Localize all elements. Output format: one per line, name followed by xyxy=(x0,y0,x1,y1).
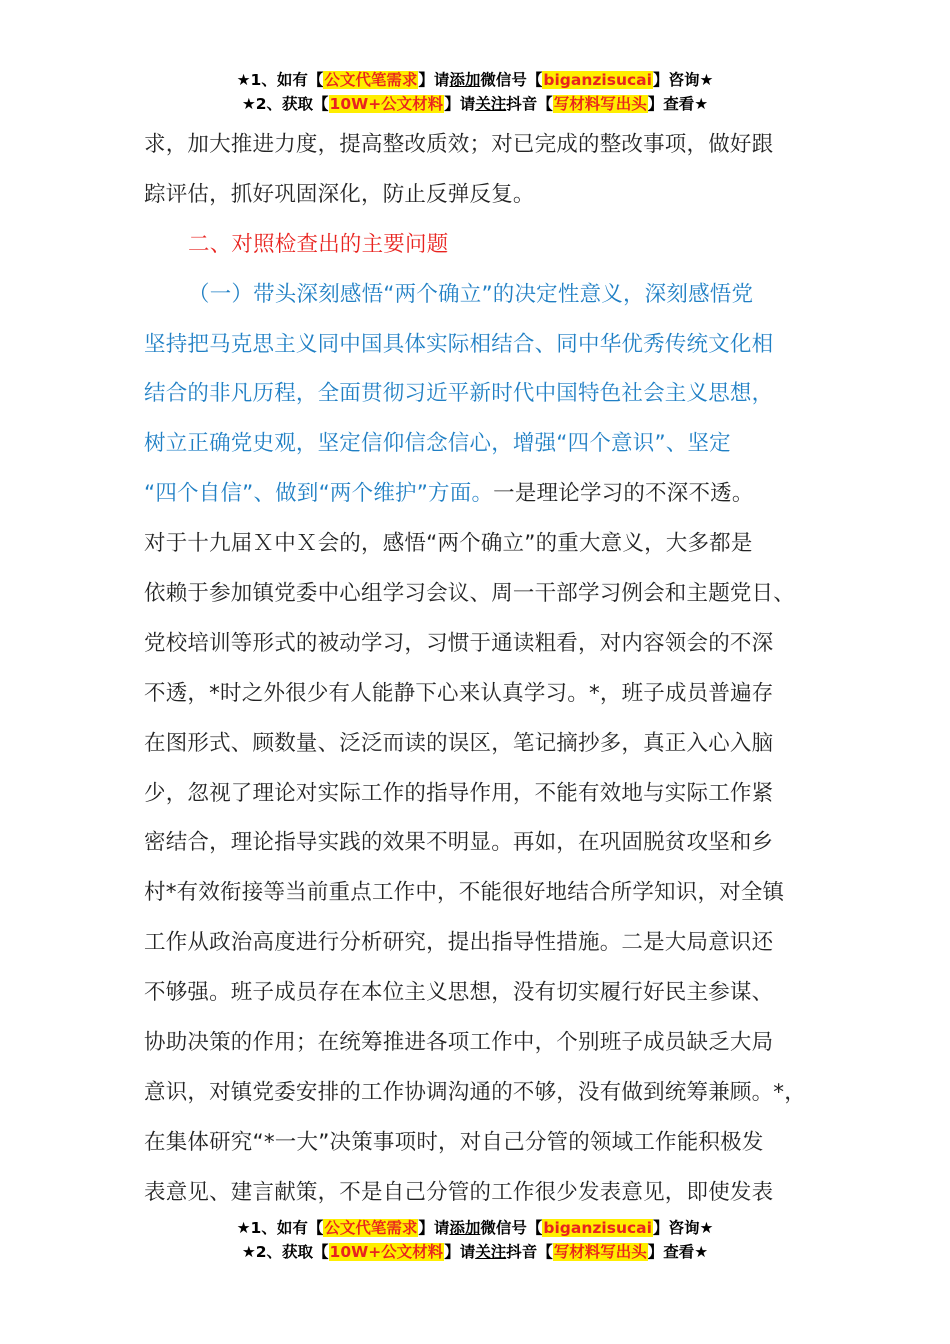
promo-underlined-text: 添加 xyxy=(449,71,481,89)
promo-line-1 xyxy=(0,68,950,92)
promo-highlight: 公文代笔需求 xyxy=(324,71,418,89)
promo-text: ★1、如有【 xyxy=(236,1219,324,1237)
promo-wechat-id: biganzisucai xyxy=(543,71,652,89)
body-line: 求，加大推进力度，提高整改质效；对已完成的整改事项，做好跟 xyxy=(144,132,774,157)
subsection-heading-end: “四个自信”、做到“两个维护”方面。 xyxy=(144,481,494,507)
promo-line-2 xyxy=(0,92,950,116)
body-line: 在图形式、顾数量、泛泛而读的误区，笔记摘抄多，真正入心入脑 xyxy=(144,730,774,756)
promo-text: ★2、获取【 xyxy=(241,1243,329,1261)
promo-text: 】咨询★ xyxy=(652,71,714,89)
document-body xyxy=(144,120,834,1218)
promo-wechat-id: biganzisucai xyxy=(543,1219,652,1237)
promo-underlined-text: 关注 xyxy=(475,1243,507,1261)
promo-text: 抖音【 xyxy=(506,1243,553,1261)
promo-text: ★1、如有【 xyxy=(236,71,324,89)
promo-underlined-text: 添加 xyxy=(449,1219,481,1237)
promo-douyin-id: 写材料写出头 xyxy=(553,95,647,113)
promo-text: ★2、获取【 xyxy=(241,95,329,113)
bottom-promo-banner xyxy=(0,1216,950,1264)
body-line: 不透，*时之外很少有人能静下心来认真学习。*，班子成员普遍存 xyxy=(144,680,774,706)
body-line: 在集体研究“*一大”决策事项时，对自己分管的领域工作能积极发 xyxy=(144,1129,764,1155)
promo-text: 】查看★ xyxy=(647,1243,709,1261)
promo-text: 】请 xyxy=(444,1243,476,1261)
subsection-heading-line: 坚持把马克思主义同中国具体实际相结合、同中华优秀传统文化相 xyxy=(144,331,774,357)
body-line: 踪评估，抓好巩固深化，防止反弹反复。 xyxy=(144,181,535,207)
top-promo-banner xyxy=(0,68,950,116)
promo-highlight: 10W+公文材料 xyxy=(329,1243,444,1261)
subsection-heading-line: 树立正确党史观，坚定信仰信念信心，增强“四个意识”、坚定 xyxy=(144,431,731,457)
promo-underlined-text: 关注 xyxy=(475,95,507,113)
body-line: 表意见、建言献策，不是自己分管的工作很少发表意见，即使发表 xyxy=(144,1179,774,1205)
section-heading: 二、对照检查出的主要问题 xyxy=(188,231,449,257)
promo-highlight: 10W+公文材料 xyxy=(329,95,444,113)
body-line: 村*有效衔接等当前重点工作中，不能很好地结合所学知识，对全镇 xyxy=(144,880,785,906)
promo-text: 】查看★ xyxy=(647,95,709,113)
promo-text: 】请 xyxy=(418,1219,450,1237)
body-text: 一是理论学习的不深不透。 xyxy=(493,481,754,507)
promo-line-1 xyxy=(0,1216,950,1240)
promo-highlight: 公文代笔需求 xyxy=(324,1219,418,1237)
body-line: 密结合，理论指导实践的效果不明显。再如，在巩固脱贫攻坚和乡 xyxy=(144,830,774,856)
subsection-heading-line: （一）带头深刻感悟“两个确立”的决定性意义，深刻感悟党 xyxy=(188,281,754,307)
body-line: 协助决策的作用；在统筹推进各项工作中，个别班子成员缺乏大局 xyxy=(144,1030,774,1056)
body-line: 不够强。班子成员存在本位主义思想，没有切实履行好民主参谋、 xyxy=(144,980,774,1006)
promo-text: 】咨询★ xyxy=(652,1219,714,1237)
body-line: 党校培训等形式的被动学习，习惯于通读粗看，对内容领会的不深 xyxy=(144,630,774,656)
mixed-line xyxy=(144,469,834,519)
promo-text: 】请 xyxy=(444,95,476,113)
promo-douyin-id: 写材料写出头 xyxy=(553,1243,647,1261)
promo-text: 】请 xyxy=(418,71,450,89)
promo-line-2 xyxy=(0,1240,950,1264)
promo-text: 抖音【 xyxy=(506,95,553,113)
subsection-heading-line: 结合的非凡历程，全面贯彻习近平新时代中国特色社会主义思想， xyxy=(144,381,774,407)
body-line: 少，忽视了理论对实际工作的指导作用，不能有效地与实际工作紧 xyxy=(144,780,774,806)
promo-text: 微信号【 xyxy=(480,1219,543,1237)
body-line: 对于十九届Ｘ中Ｘ会的，感悟“两个确立”的重大意义，大多都是 xyxy=(144,531,753,557)
body-line: 意识，对镇党委安排的工作协调沟通的不够，没有做到统筹兼顾。*， xyxy=(144,1079,806,1105)
body-line: 依赖于参加镇党委中心组学习会议、周一干部学习例会和主题党日、 xyxy=(144,581,796,607)
promo-text: 微信号【 xyxy=(480,71,543,89)
body-line: 工作从政治高度进行分析研究，提出指导性措施。二是大局意识还 xyxy=(144,930,774,956)
